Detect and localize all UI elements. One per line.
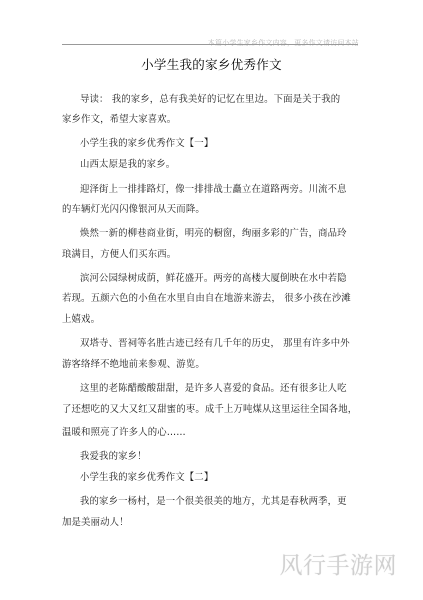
- text-line: 若现。五颜六色的小鱼在水里自由自在地游来游去， 很多小孩在沙滩: [62, 293, 351, 304]
- header-divider: [62, 44, 358, 45]
- text-line: 焕然一新的柳巷商业街，明亮的橱窗，绚丽多彩的广告，商品玲: [80, 228, 347, 239]
- text-line: 导读： 我的家乡，总有我美好的记忆在里边。下面是关于我的: [80, 94, 341, 105]
- text-line: 上嬉戏。: [62, 314, 101, 325]
- text-line: 了还想吃的又大又红又甜蜜的枣。成千上万吨煤从这里运往全国各地，: [62, 404, 358, 415]
- text-line: 家乡作文，希望大家喜欢。: [62, 114, 177, 125]
- text-line: 双塔寺、晋祠等名胜古迹已经有几千年的历史， 那里有许多中外: [80, 338, 350, 349]
- text-line: 温暖和照亮了许多人的心……: [62, 427, 186, 438]
- document-title: 小学生我的家乡优秀作文: [141, 57, 282, 72]
- text-line: 山西太原是我的家乡。: [80, 159, 176, 170]
- section-heading: 小学生我的家乡优秀作文【一】: [80, 138, 214, 149]
- text-line: 我的家乡一杨村，是一个很美很美的地方，尤其是春秋两季，更: [80, 496, 347, 507]
- text-line: 迎泽街上一排排路灯，像一排排战士矗立在道路两旁。川流不息: [80, 184, 347, 195]
- text-line: 这里的老陈醋酸酸甜甜，是许多人喜爱的食品。还有很多让人吃: [80, 383, 347, 394]
- text-line: 游客络绎不绝地前来参观、游览。: [62, 359, 205, 370]
- text-line: 滨河公园绿树成荫，鲜花盛开。两旁的高楼大厦倒映在水中若隐: [80, 273, 347, 284]
- header-note: 本篇小学生家乡作文内容，更多作文请访问本站: [207, 39, 359, 47]
- text-line: 加是美丽动人！: [62, 517, 129, 528]
- text-line: 我爱我的家乡！: [80, 451, 147, 462]
- section-heading: 小学生我的家乡优秀作文【二】: [80, 472, 214, 483]
- watermark-logo-text: 风行手游网: [279, 553, 397, 579]
- text-line: 琅满目，方便人们买东西。: [62, 249, 177, 260]
- text-line: 的车辆灯光闪闪像银河从天而降。: [62, 204, 205, 215]
